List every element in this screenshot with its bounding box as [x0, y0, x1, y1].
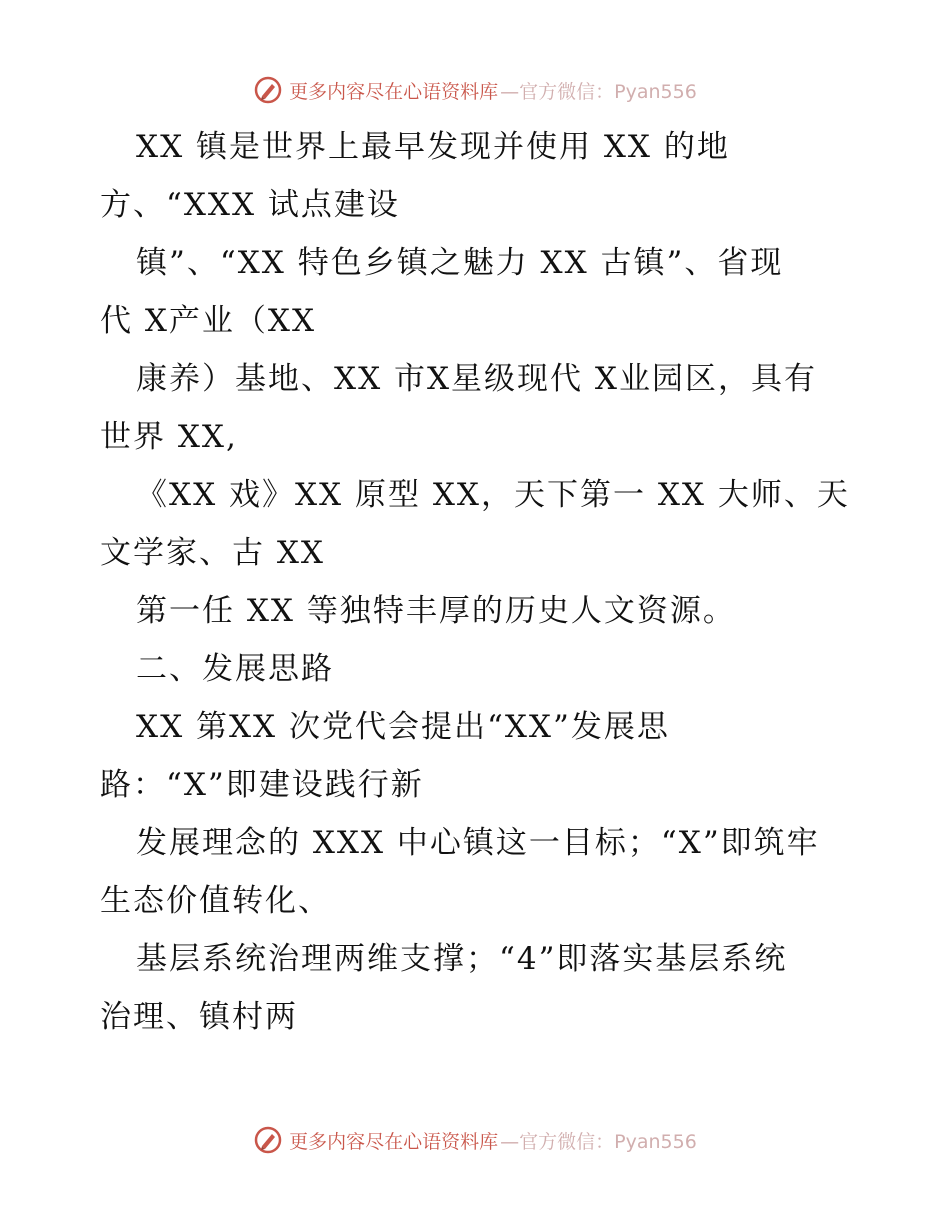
- text-line: 生态价值转化、: [100, 883, 331, 919]
- text-line: 《XX 戏》XX 原型 XX，天下第一 XX 大师、天: [136, 477, 850, 513]
- text-line: XX 镇是世界上最早发现并使用 XX 的地: [136, 129, 730, 165]
- watermark-main-text: 更多内容尽在心语资料库: [289, 1130, 499, 1153]
- text-line: 世界 XX,: [100, 419, 238, 455]
- watermark-main-text: 更多内容尽在心语资料库: [289, 80, 499, 103]
- text-line: 路：“X”即建设践行新: [100, 767, 424, 803]
- text-line: 基层系统治理两维支撑；“4”即落实基层系统: [136, 941, 788, 977]
- text-line: XX 第XX 次党代会提出“XX”发展思: [136, 709, 670, 745]
- text-line: 治理、镇村两: [100, 999, 298, 1035]
- text-line: 康养）基地、XX 市X星级现代 X业园区，具有: [136, 361, 817, 397]
- text-line: 方、“XXX 试点建设: [100, 187, 400, 223]
- document-body: [100, 118, 850, 1046]
- footer-watermark: [0, 1120, 950, 1160]
- pen-logo-icon: [253, 75, 283, 105]
- header-watermark: [0, 70, 950, 110]
- text-line: 镇”、“XX 特色乡镇之魅力 XX 古镇”、省现: [136, 245, 784, 281]
- section-heading: 二、发展思路: [136, 651, 334, 687]
- pen-logo-icon: [253, 1125, 283, 1155]
- text-line: 文学家、古 XX: [100, 535, 325, 571]
- text-line: 代 X产业（XX: [100, 303, 317, 339]
- watermark-sub-text: —官方微信：Pyan556: [500, 1130, 697, 1153]
- watermark-sub-text: —官方微信：Pyan556: [500, 80, 697, 103]
- text-line: 第一任 XX 等独特丰厚的历史人文资源。: [136, 593, 736, 629]
- text-line: 发展理念的 XXX 中心镇这一目标；“X”即筑牢: [136, 825, 820, 861]
